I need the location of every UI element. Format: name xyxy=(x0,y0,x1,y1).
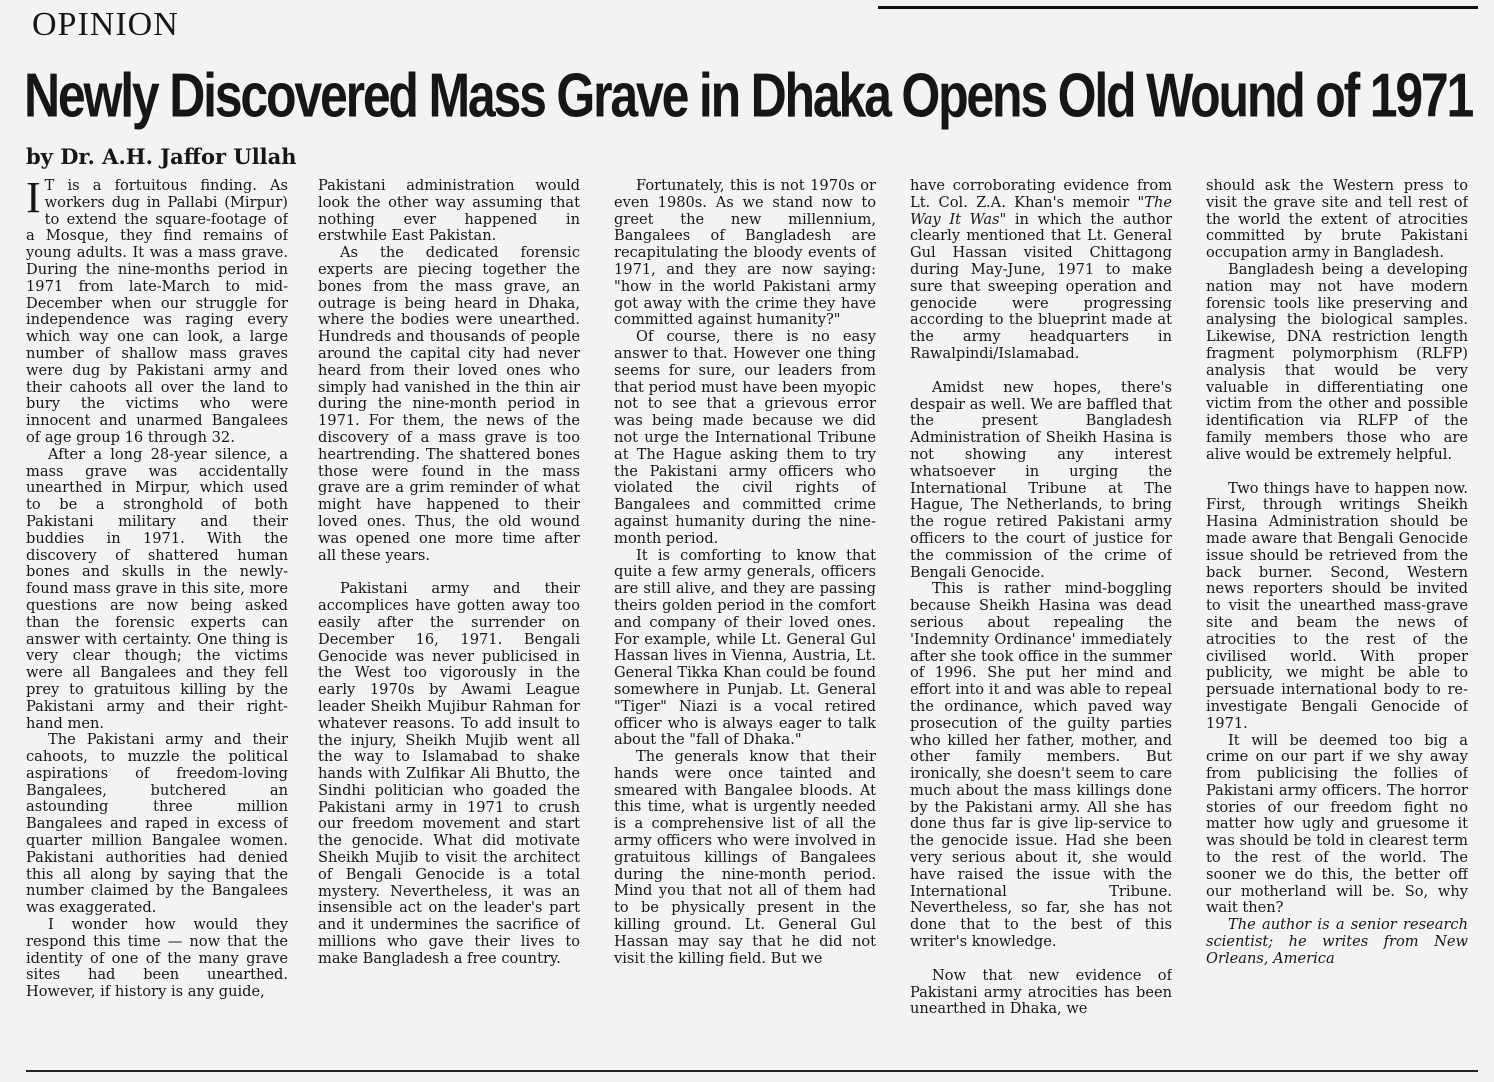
article-paragraph: The generals know that their hands were once tainted and smeared with Bangalee bloods. At this time, what is urgently needed is a comprehensive list of all the army officers who were involved in gratuitous killings of Bangalees during the nine-month period. Mind you that not all of them had to be physically present in the killing ground. Lt. General Gul Hassan may say that he did not visit the killing field. But we xyxy=(614,748,876,967)
article-paragraph: It is comforting to know that quite a few army generals, officers are still alive, and they are passing theirs golden period in the comfort and company of their loved ones. For example, while Lt. General Gul Hassan lives in Vienna, Austria, Lt. General Tikka Khan could be found somewhere in Punjab. Lt. General "Tiger" Niazi is a vocal retired officer who is always eager to talk about the "fall of Dhaka." xyxy=(614,546,876,749)
author-credit: The author is a senior research scientist; he writes from New Orleans, America xyxy=(1206,916,1468,967)
article-paragraph xyxy=(910,178,1172,363)
headline: Newly Discovered Mass Grave in Dhaka Opens Old Wound of 1971 xyxy=(24,60,1473,131)
article-paragraph xyxy=(26,178,288,447)
article-paragraph: Two things have to happen now. First, through writings Sheikh Hasina Administration should be made aware that Bengali Genocide issue should be retrieved from the back burner. Second, Western news reporters should be invited to visit the unearthed mass-grave site and beam the news of atrocities to the rest of the civilised world. With proper publicity, we might be able to persuade international body to re-investigate Bengali Genocide of 1971. xyxy=(1206,479,1468,732)
article-column-4 xyxy=(910,178,1172,1066)
article-paragraph: The Pakistani army and their cahoots, to muzzle the political aspirations of freedom-loving Bangalees, butchered an astounding three million Bangalees and raped in excess of quarter million Bangalee women. Pakistani authorities had denied this all along by saying that the number claimed by the Bangalees was exaggerated. xyxy=(26,731,288,917)
paragraph-text: in which the author clearly mentioned that Lt. General Gul Hassan visited Chittagong during May-June, 1971 to make sure that sweeping operation and genocide were progressing according to the blueprint made at the army headquarters in Rawalpindi/Islamabad. xyxy=(910,210,1172,362)
article-paragraph: After a long 28-year silence, a mass grave was accidentally unearthed in Mirpur, which used to be a stronghold of both Pakistani military and their buddies in 1971. With the discovery of shattered human bones and skulls in the newly-found mass grave in this site, more questions are now being asked than the forensic experts can answer with certainty. One thing is very clear though; the victims were all Bangalees and they fell prey to gratuitous killing by the Pakistani army and their right-hand men. xyxy=(26,445,288,732)
paragraph-text: have corroborating evidence from Lt. Col. Z.A. Khan's memoir xyxy=(910,178,1172,211)
article-paragraph: Pakistani administration would look the other way assuming that nothing ever happened in erstwhile East Pakistan. xyxy=(318,178,580,245)
paragraph-text: T is a fortuitous finding. As workers dug in Pallabi (Mirpur) to extend the square-footage of a Mosque, they find remains of young adults. It was a mass grave. During the nine-months period in 1971 from late-March to mid-December when our struggle for independence was raging every which way one can look, a large number of shallow mass graves were dug by Pakistani army and their cahoots all over the land to bury the victims who were innocent and unarmed Bangalees of age group 16 through 32. xyxy=(26,178,288,446)
memoir-title: "The Way It Was" xyxy=(910,193,1172,228)
bottom-rule xyxy=(26,1070,1478,1072)
article-paragraph: should ask the Western press to visit the grave site and tell rest of the world the extent of atrocities committed by brute Pakistani occupation army in Bangladesh. xyxy=(1206,178,1468,262)
article-paragraph: I wonder how would they respond this time — now that the identity of one of the many grave sites had been unearthed. However, if history is any guide, xyxy=(26,916,288,1001)
article-paragraph: Fortunately, this is not 1970s or even 1980s. As we stand now to greet the new millennium, Bangalees of Bangladesh are recapitulating the bloody events of 1971, and they are now saying: "how in the world Pakistani army got away with the crime they have committed against humanity?" xyxy=(614,178,876,329)
article-paragraph: Now that new evidence of Pakistani army atrocities has been unearthed in Dhaka, we xyxy=(910,966,1172,1018)
article-paragraph: As the dedicated forensic experts are piecing together the bones from the mass grave, an outrage is being heard in Dhaka, where the bodies were unearthed. Hundreds and thousands of people around the capital city had never heard from their loved ones who simply had vanished in the thin air during the nine-month period in 1971. For them, the news of the discovery of a mass grave is too heartrending. The shattered bones those were found in the mass grave are a grim reminder of what might have happened to their loved ones. Thus, the old wound was opened one more time after all these years. xyxy=(318,244,580,564)
article-paragraph: Of course, there is no easy answer to that. However one thing seems for sure, our leaders from that period must have been myopic not to see that a grievous error was being made because we did not urge the International Tribune at The Hague asking them to try the Pakistani army officers who violated the civil rights of Bangalees and committed crime against humanity during the nine-month period. xyxy=(614,328,876,547)
article-column-1 xyxy=(26,178,288,1066)
article-column-5 xyxy=(1206,178,1468,1066)
byline: by Dr. A.H. Jaffor Ullah xyxy=(26,144,297,169)
section-label: OPINION xyxy=(32,6,179,43)
drop-cap: I xyxy=(26,178,41,222)
article-paragraph: Amidst new hopes, there's despair as well. We are baffled that the present Bangladesh Administration of Sheikh Hasina is not showing any interest whatsoever in urging the International Tribune at The Hague, The Netherlands, to bring the rogue retired Pakistani army officers to the court of justice for the commission of the crime of Bengali Genocide. xyxy=(910,378,1172,581)
article-column-3 xyxy=(614,178,876,1066)
article-column-2 xyxy=(318,178,580,1066)
top-rule xyxy=(878,6,1478,9)
article-paragraph: Pakistani army and their accomplices have gotten away too easily after the surrender on December 16, 1971. Bengali Genocide was never publicised in the West too vigorously in the early 1970s by Awami League leader Sheikh Mujibur Rahman for whatever reasons. To add insult to the injury, Sheikh Mujib went all the way to Islamabad to shake hands with Zulfikar Ali Bhutto, the Sindhi politician who goaded the Pakistani army in 1971 to crush our freedom movement and start the genocide. What did motivate Sheikh Mujib to visit the architect of Bengali Genocide is a total mystery. Nevertheless, it was an insensible act on the leader's part and it undermines the sacrifice of millions who gave their lives to make Bangladesh a free country. xyxy=(318,580,580,967)
article-paragraph: This is rather mind-boggling because Sheikh Hasina was dead serious about repealing the 'Indemnity Ordinance' immediately after she took office in the summer of 1996. She put her mind and effort into it and was able to repeal the ordinance, which paved way prosecution of the guilty parties who killed her father, mother, and other family members. But ironically, she doesn't seem to care much about the mass killings done by the Pakistani army. All she has done thus far is give lip-service to the genocide issue. Had she been very serious about it, she would have raised the issue with the International Tribune. Nevertheless, so far, she has not done that to the best of this writer's knowledge. xyxy=(910,580,1172,951)
article-paragraph: It will be deemed too big a crime on our part if we shy away from publicising the follies of Pakistani army officers. The horror stories of our freedom fight no matter how ugly and gruesome it was should be told in clearest term to the rest of the world. The sooner we do this, the better off our motherland will be. So, why wait then? xyxy=(1206,731,1468,917)
article-paragraph: Bangladesh being a developing nation may not have modern forensic tools like preserving and analysing the biological samples. Likewise, DNA restriction length fragment polymorphism (RLFP) analysis that would be very valuable in differentiating one victim from the other and possible identification via RLFP of the family members those who are alive would be extremely helpful. xyxy=(1206,260,1468,463)
